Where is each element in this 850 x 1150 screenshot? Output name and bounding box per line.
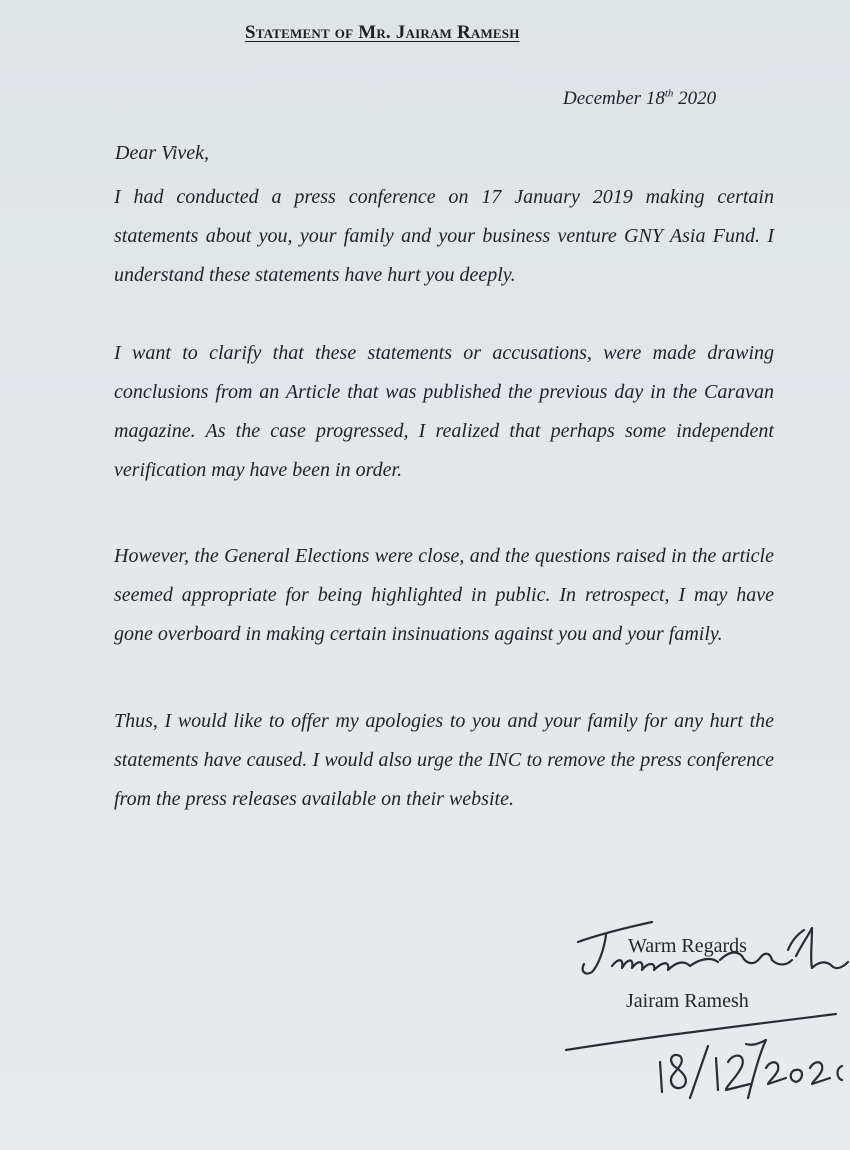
date-year: 2020 xyxy=(673,88,717,109)
closing-line: Warm Regards xyxy=(628,935,747,957)
date-suffix: th xyxy=(664,87,674,100)
salutation: Dear Vivek, xyxy=(115,142,210,164)
paragraph-4: Thus, I would like to offer my apologies to you and your family for any hurt the statements have caused. I would also urge the INC to remove the press conference from the press releases available on their website. xyxy=(114,710,774,810)
paragraph-2: I want to clarify that these statements or accusations, were made drawing conclusions from an Article that was published the previous day in the Caravan magazine. As the case progressed, I realized that perhaps some independent verification may have been in order. xyxy=(114,342,774,481)
paragraph-1: I had conducted a press conference on 17 January 2019 making certain statements about you, your family and your business venture GNY Asia Fund. I understand these statements have hurt you deeply. xyxy=(114,186,774,286)
date-text: December 18 xyxy=(563,88,665,109)
paragraph-3: However, the General Elections were close, and the questions raised in the article seemed appropriate for being highlighted in public. In retrospect, I may have gone overboard in making certain insinuations against you and your family. xyxy=(114,545,774,645)
signer-name: Jairam Ramesh xyxy=(626,990,749,1012)
letter-date xyxy=(563,88,716,110)
statement-title: Statement of Mr. Jairam Ramesh xyxy=(245,22,520,43)
